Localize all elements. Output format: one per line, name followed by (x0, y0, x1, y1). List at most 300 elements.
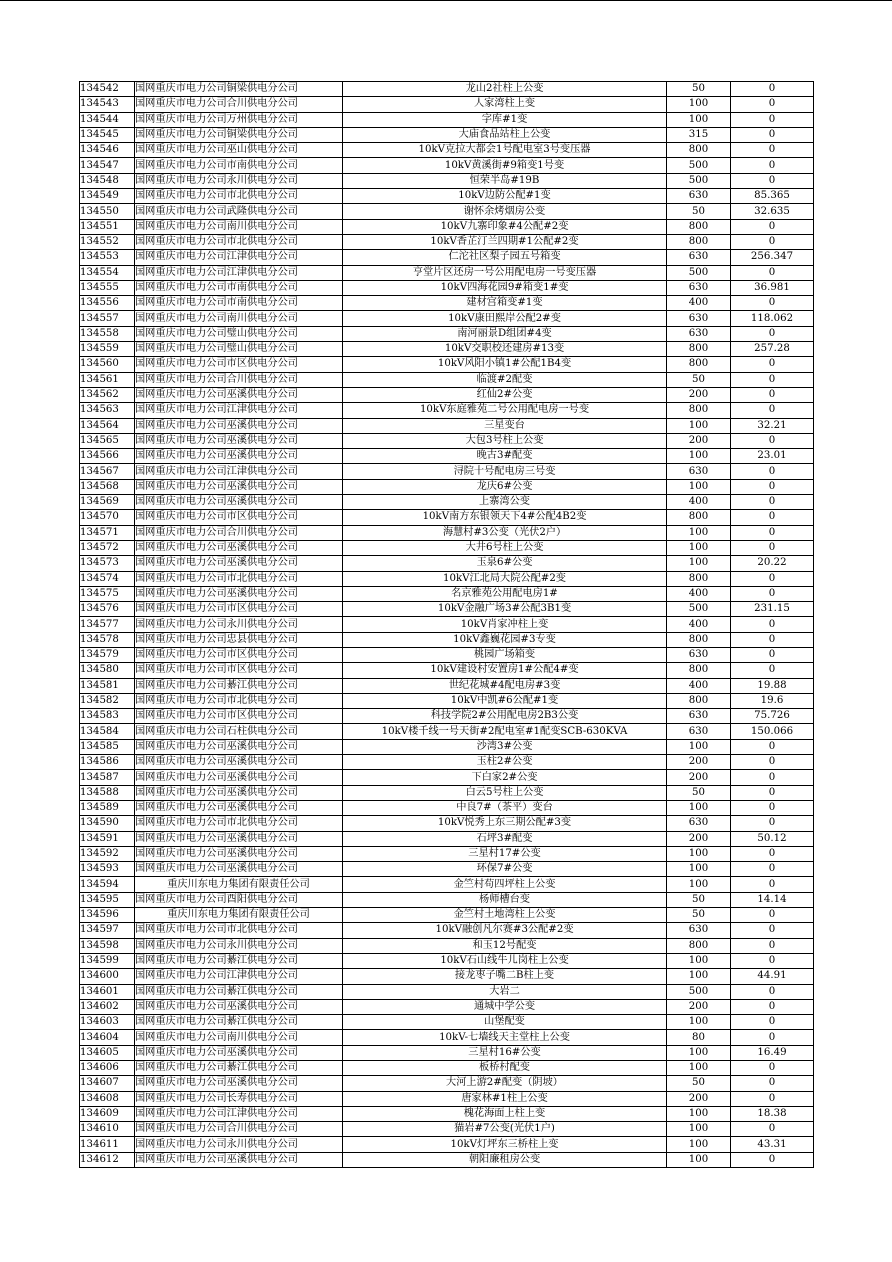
value-cell: 0 (731, 953, 814, 968)
company-cell: 国网重庆市电力公司铜梁供电分公司 (135, 82, 343, 97)
value-cell: 43.31 (731, 1137, 814, 1152)
table-row (80, 296, 814, 311)
company-cell: 国网重庆市电力公司綦江供电分公司 (135, 1015, 343, 1030)
capacity-cell: 800 (667, 143, 731, 158)
transformer-name-cell: 10kV灯坪东三桥柱上变 (343, 1137, 667, 1152)
value-cell: 0 (731, 800, 814, 815)
table-row (80, 127, 814, 142)
table-row (80, 234, 814, 249)
row-id-cell: 134593 (80, 862, 135, 877)
capacity-cell: 100 (667, 1045, 731, 1060)
capacity-cell: 400 (667, 495, 731, 510)
table-row (80, 571, 814, 586)
table-row (80, 923, 814, 938)
capacity-cell: 800 (667, 403, 731, 418)
table-row (80, 82, 814, 97)
row-id-cell: 134543 (80, 97, 135, 112)
row-id-cell: 134592 (80, 846, 135, 861)
row-id-cell: 134607 (80, 1076, 135, 1091)
capacity-cell: 50 (667, 892, 731, 907)
row-id-cell: 134604 (80, 1030, 135, 1045)
row-id-cell: 134578 (80, 632, 135, 647)
table-row (80, 525, 814, 540)
company-cell: 国网重庆市电力公司巫溪供电分公司 (135, 831, 343, 846)
capacity-cell: 800 (667, 632, 731, 647)
table-row (80, 938, 814, 953)
value-cell: 0 (731, 525, 814, 540)
transformer-name-cell: 金竺村苟四坪柱上公变 (343, 877, 667, 892)
value-cell: 44.91 (731, 969, 814, 984)
table-row (80, 1030, 814, 1045)
company-cell: 国网重庆市电力公司铜梁供电分公司 (135, 127, 343, 142)
table-row (80, 602, 814, 617)
transformer-name-cell: 槐花海面上柱上变 (343, 1106, 667, 1121)
transformer-name-cell: 朝阳廉租房公变 (343, 1152, 667, 1167)
value-cell: 32.21 (731, 418, 814, 433)
capacity-cell: 630 (667, 250, 731, 265)
value-cell: 150.066 (731, 724, 814, 739)
company-cell: 国网重庆市电力公司合川供电分公司 (135, 1122, 343, 1137)
row-id-cell: 134610 (80, 1122, 135, 1137)
table-row (80, 250, 814, 265)
value-cell: 0 (731, 387, 814, 402)
transformer-name-cell: 大岩二 (343, 984, 667, 999)
transformer-name-cell: 10kV边防公配#1变 (343, 189, 667, 204)
transformer-name-cell: 龙庆6#公变 (343, 479, 667, 494)
company-cell: 国网重庆市电力公司长寿供电分公司 (135, 1091, 343, 1106)
table-row (80, 326, 814, 341)
table-row (80, 663, 814, 678)
transformer-name-cell: 10kV江北局大院公配#2变 (343, 571, 667, 586)
transformer-name-cell: 仁沱社区梨子园五号箱变 (343, 250, 667, 265)
capacity-cell: 50 (667, 1076, 731, 1091)
company-cell: 国网重庆市电力公司綦江供电分公司 (135, 953, 343, 968)
table-row (80, 158, 814, 173)
capacity-cell: 100 (667, 1152, 731, 1167)
row-id-cell: 134560 (80, 357, 135, 372)
company-cell: 国网重庆市电力公司市区供电分公司 (135, 663, 343, 678)
company-cell: 国网重庆市电力公司巫溪供电分公司 (135, 999, 343, 1014)
value-cell: 16.49 (731, 1045, 814, 1060)
value-cell: 0 (731, 1015, 814, 1030)
company-cell: 国网重庆市电力公司江津供电分公司 (135, 1106, 343, 1121)
company-cell: 国网重庆市电力公司酉阳供电分公司 (135, 892, 343, 907)
value-cell: 0 (731, 984, 814, 999)
table-row (80, 1061, 814, 1076)
transformer-name-cell: 桃园广场箱变 (343, 647, 667, 662)
capacity-cell: 630 (667, 280, 731, 295)
company-cell: 国网重庆市电力公司市区供电分公司 (135, 510, 343, 525)
company-cell: 国网重庆市电力公司市南供电分公司 (135, 280, 343, 295)
capacity-cell: 50 (667, 785, 731, 800)
capacity-cell: 800 (667, 571, 731, 586)
table-row (80, 387, 814, 402)
value-cell: 0 (731, 1061, 814, 1076)
value-cell: 19.6 (731, 693, 814, 708)
company-cell: 国网重庆市电力公司巫溪供电分公司 (135, 418, 343, 433)
table-row (80, 418, 814, 433)
transformer-name-cell: 下白家2#公变 (343, 770, 667, 785)
value-cell: 0 (731, 479, 814, 494)
table-row (80, 739, 814, 754)
company-cell: 国网重庆市电力公司武隆供电分公司 (135, 204, 343, 219)
row-id-cell: 134611 (80, 1137, 135, 1152)
transformer-name-cell: 白云5号柱上公变 (343, 785, 667, 800)
value-cell: 0 (731, 785, 814, 800)
transformer-name-cell: 海慧村#3公变（光伏2户） (343, 525, 667, 540)
company-cell: 国网重庆市电力公司江津供电分公司 (135, 464, 343, 479)
transformer-name-cell: 和玉12号配变 (343, 938, 667, 953)
table-row (80, 755, 814, 770)
row-id-cell: 134589 (80, 800, 135, 815)
row-id-cell: 134585 (80, 739, 135, 754)
table-row (80, 1137, 814, 1152)
transformer-name-cell: 10kV建设村安置房1#公配4#变 (343, 663, 667, 678)
value-cell: 0 (731, 296, 814, 311)
company-cell: 国网重庆市电力公司巫溪供电分公司 (135, 433, 343, 448)
row-id-cell: 134608 (80, 1091, 135, 1106)
table-row (80, 189, 814, 204)
row-id-cell: 134549 (80, 189, 135, 204)
transformer-name-cell: 10kV香芷汀兰四期#1公配#2变 (343, 234, 667, 249)
capacity-cell: 630 (667, 816, 731, 831)
company-cell: 国网重庆市电力公司市区供电分公司 (135, 602, 343, 617)
table-row (80, 556, 814, 571)
capacity-cell: 100 (667, 1061, 731, 1076)
table-row (80, 372, 814, 387)
transformer-name-cell: 科技学院2#公用配电房2B3公变 (343, 709, 667, 724)
capacity-cell: 100 (667, 525, 731, 540)
transformer-name-cell: 大庙食品站柱上公变 (343, 127, 667, 142)
table-row (80, 846, 814, 861)
row-id-cell: 134602 (80, 999, 135, 1014)
capacity-cell: 400 (667, 586, 731, 601)
capacity-cell: 200 (667, 387, 731, 402)
company-cell: 国网重庆市电力公司合川供电分公司 (135, 525, 343, 540)
transformer-name-cell: 晚古3#配变 (343, 449, 667, 464)
row-id-cell: 134544 (80, 112, 135, 127)
table-row (80, 1152, 814, 1167)
value-cell: 0 (731, 326, 814, 341)
company-cell: 国网重庆市电力公司江津供电分公司 (135, 250, 343, 265)
table-row (80, 433, 814, 448)
company-cell: 重庆川东电力集团有限责任公司 (135, 908, 343, 923)
transformer-name-cell: 10kV融创凡尔赛#3公配#2变 (343, 923, 667, 938)
value-cell: 0 (731, 158, 814, 173)
row-id-cell: 134599 (80, 953, 135, 968)
row-id-cell: 134598 (80, 938, 135, 953)
value-cell: 0 (731, 173, 814, 188)
value-cell: 23.01 (731, 449, 814, 464)
company-cell: 国网重庆市电力公司市区供电分公司 (135, 357, 343, 372)
capacity-cell: 400 (667, 296, 731, 311)
table-row (80, 219, 814, 234)
table-row (80, 112, 814, 127)
table-row (80, 831, 814, 846)
company-cell: 国网重庆市电力公司市北供电分公司 (135, 693, 343, 708)
company-cell: 国网重庆市电力公司市北供电分公司 (135, 189, 343, 204)
table-row (80, 204, 814, 219)
value-cell: 0 (731, 846, 814, 861)
transformer-name-cell: 建材宫箱变#1变 (343, 296, 667, 311)
value-cell: 0 (731, 1122, 814, 1137)
value-cell: 14.14 (731, 892, 814, 907)
company-cell: 国网重庆市电力公司江津供电分公司 (135, 969, 343, 984)
table-row (80, 800, 814, 815)
company-cell: 国网重庆市电力公司巫溪供电分公司 (135, 739, 343, 754)
company-cell: 国网重庆市电力公司綦江供电分公司 (135, 678, 343, 693)
table-row (80, 540, 814, 555)
company-cell: 国网重庆市电力公司永川供电分公司 (135, 1137, 343, 1152)
company-cell: 国网重庆市电力公司巫溪供电分公司 (135, 755, 343, 770)
row-id-cell: 134565 (80, 433, 135, 448)
capacity-cell: 100 (667, 846, 731, 861)
transformer-name-cell: 石坪3#配变 (343, 831, 667, 846)
row-id-cell: 134559 (80, 342, 135, 357)
transformer-name-cell: 10kV肖家冲柱上变 (343, 617, 667, 632)
row-id-cell: 134596 (80, 908, 135, 923)
value-cell: 36.981 (731, 280, 814, 295)
company-cell: 国网重庆市电力公司璧山供电分公司 (135, 326, 343, 341)
row-id-cell: 134590 (80, 816, 135, 831)
value-cell: 0 (731, 540, 814, 555)
row-id-cell: 134576 (80, 602, 135, 617)
transformer-name-cell: 三星村17#公变 (343, 846, 667, 861)
company-cell: 国网重庆市电力公司南川供电分公司 (135, 311, 343, 326)
company-cell: 国网重庆市电力公司南川供电分公司 (135, 1030, 343, 1045)
row-id-cell: 134548 (80, 173, 135, 188)
company-cell: 国网重庆市电力公司綦江供电分公司 (135, 984, 343, 999)
row-id-cell: 134564 (80, 418, 135, 433)
company-cell: 国网重庆市电力公司巫溪供电分公司 (135, 785, 343, 800)
capacity-cell: 630 (667, 311, 731, 326)
transformer-name-cell: 10kV鑫巍花园#3专变 (343, 632, 667, 647)
row-id-cell: 134583 (80, 709, 135, 724)
value-cell: 0 (731, 357, 814, 372)
row-id-cell: 134575 (80, 586, 135, 601)
company-cell: 国网重庆市电力公司永川供电分公司 (135, 617, 343, 632)
capacity-cell: 630 (667, 189, 731, 204)
value-cell: 0 (731, 495, 814, 510)
table-row (80, 1015, 814, 1030)
transformer-name-cell: 三星变台 (343, 418, 667, 433)
row-id-cell: 134571 (80, 525, 135, 540)
value-cell: 20.22 (731, 556, 814, 571)
row-id-cell: 134594 (80, 877, 135, 892)
value-cell: 0 (731, 219, 814, 234)
table-row (80, 495, 814, 510)
company-cell: 国网重庆市电力公司巫溪供电分公司 (135, 449, 343, 464)
table-row (80, 280, 814, 295)
table-row (80, 1045, 814, 1060)
row-id-cell: 134561 (80, 372, 135, 387)
transformer-name-cell: 世纪花城#4配电房#3变 (343, 678, 667, 693)
table-row (80, 1106, 814, 1121)
row-id-cell: 134545 (80, 127, 135, 142)
table-row (80, 449, 814, 464)
value-cell: 0 (731, 862, 814, 877)
row-id-cell: 134563 (80, 403, 135, 418)
table-row (80, 999, 814, 1014)
transformer-name-cell: 金竺村土地湾柱上公变 (343, 908, 667, 923)
table-body (80, 82, 814, 1168)
transformer-name-cell: 红仙2#公变 (343, 387, 667, 402)
table-row (80, 464, 814, 479)
row-id-cell: 134581 (80, 678, 135, 693)
table-row (80, 984, 814, 999)
company-cell: 国网重庆市电力公司巫山供电分公司 (135, 143, 343, 158)
transformer-name-cell: 10kV楼千线一号天街#2配电室#1配变SCB-630KVA (343, 724, 667, 739)
transformer-name-cell: 通城中学公变 (343, 999, 667, 1014)
row-id-cell: 134584 (80, 724, 135, 739)
transformer-name-cell: 环保7#公变 (343, 862, 667, 877)
value-cell: 0 (731, 617, 814, 632)
table-row (80, 908, 814, 923)
company-cell: 国网重庆市电力公司市北供电分公司 (135, 234, 343, 249)
transformer-name-cell: 字库#1变 (343, 112, 667, 127)
value-cell: 0 (731, 1030, 814, 1045)
value-cell: 0 (731, 938, 814, 953)
row-id-cell: 134573 (80, 556, 135, 571)
company-cell: 国网重庆市电力公司合川供电分公司 (135, 97, 343, 112)
capacity-cell: 50 (667, 372, 731, 387)
table-row (80, 357, 814, 372)
transformer-data-table (79, 81, 814, 1168)
transformer-name-cell: 大包3号柱上公变 (343, 433, 667, 448)
transformer-name-cell: 杨师槽台变 (343, 892, 667, 907)
row-id-cell: 134612 (80, 1152, 135, 1167)
table-row (80, 892, 814, 907)
value-cell: 0 (731, 999, 814, 1014)
capacity-cell: 50 (667, 204, 731, 219)
value-cell: 0 (731, 1091, 814, 1106)
capacity-cell: 500 (667, 602, 731, 617)
table-row (80, 1076, 814, 1091)
transformer-name-cell: 10kV黄溪街#9箱变1号变 (343, 158, 667, 173)
company-cell: 国网重庆市电力公司巫溪供电分公司 (135, 1152, 343, 1167)
transformer-name-cell: 猫岩#7公变(光伏1户) (343, 1122, 667, 1137)
company-cell: 国网重庆市电力公司江津供电分公司 (135, 403, 343, 418)
table-row (80, 969, 814, 984)
table-row (80, 770, 814, 785)
value-cell: 0 (731, 464, 814, 479)
capacity-cell: 500 (667, 158, 731, 173)
value-cell: 118.062 (731, 311, 814, 326)
company-cell: 国网重庆市电力公司市北供电分公司 (135, 816, 343, 831)
value-cell: 0 (731, 127, 814, 142)
row-id-cell: 134601 (80, 984, 135, 999)
value-cell: 0 (731, 510, 814, 525)
capacity-cell: 100 (667, 953, 731, 968)
capacity-cell: 200 (667, 999, 731, 1014)
value-cell: 0 (731, 739, 814, 754)
transformer-name-cell: 亨堂片区还房一号公用配电房一号变压器 (343, 265, 667, 280)
table-row (80, 586, 814, 601)
capacity-cell: 200 (667, 1091, 731, 1106)
value-cell: 0 (731, 143, 814, 158)
company-cell: 国网重庆市电力公司巫溪供电分公司 (135, 556, 343, 571)
row-id-cell: 134574 (80, 571, 135, 586)
table-row (80, 617, 814, 632)
capacity-cell: 100 (667, 1122, 731, 1137)
capacity-cell: 100 (667, 97, 731, 112)
row-id-cell: 134546 (80, 143, 135, 158)
capacity-cell: 800 (667, 342, 731, 357)
table-row (80, 647, 814, 662)
transformer-name-cell: 10kV悦秀上东三期公配#3变 (343, 816, 667, 831)
capacity-cell: 100 (667, 1106, 731, 1121)
capacity-cell: 400 (667, 617, 731, 632)
capacity-cell: 100 (667, 556, 731, 571)
company-cell: 国网重庆市电力公司巫溪供电分公司 (135, 586, 343, 601)
capacity-cell: 630 (667, 709, 731, 724)
table-row (80, 693, 814, 708)
row-id-cell: 134554 (80, 265, 135, 280)
row-id-cell: 134542 (80, 82, 135, 97)
row-id-cell: 134551 (80, 219, 135, 234)
row-id-cell: 134569 (80, 495, 135, 510)
row-id-cell: 134558 (80, 326, 135, 341)
company-cell: 国网重庆市电力公司市北供电分公司 (135, 923, 343, 938)
capacity-cell: 200 (667, 831, 731, 846)
company-cell: 国网重庆市电力公司合川供电分公司 (135, 372, 343, 387)
capacity-cell: 100 (667, 479, 731, 494)
company-cell: 国网重庆市电力公司市区供电分公司 (135, 709, 343, 724)
row-id-cell: 134577 (80, 617, 135, 632)
transformer-name-cell: 10kV交职校还建房#13变 (343, 342, 667, 357)
row-id-cell: 134553 (80, 250, 135, 265)
transformer-name-cell: 山堡配变 (343, 1015, 667, 1030)
page-top-rule (0, 0, 892, 1)
table-row (80, 265, 814, 280)
row-id-cell: 134556 (80, 296, 135, 311)
capacity-cell: 800 (667, 693, 731, 708)
capacity-cell: 80 (667, 1030, 731, 1045)
table-row (80, 953, 814, 968)
capacity-cell: 315 (667, 127, 731, 142)
transformer-name-cell: 接龙枣子嘴二B柱上变 (343, 969, 667, 984)
row-id-cell: 134597 (80, 923, 135, 938)
table-row (80, 173, 814, 188)
company-cell: 国网重庆市电力公司万州供电分公司 (135, 112, 343, 127)
table-row (80, 709, 814, 724)
value-cell: 50.12 (731, 831, 814, 846)
value-cell: 0 (731, 586, 814, 601)
company-cell: 国网重庆市电力公司市南供电分公司 (135, 158, 343, 173)
transformer-name-cell: 10kV四海花园9#箱变1#变 (343, 280, 667, 295)
value-cell: 0 (731, 433, 814, 448)
transformer-name-cell: 南河丽景D组团#4变 (343, 326, 667, 341)
value-cell: 256.347 (731, 250, 814, 265)
row-id-cell: 134582 (80, 693, 135, 708)
company-cell: 国网重庆市电力公司石柱供电分公司 (135, 724, 343, 739)
company-cell: 国网重庆市电力公司巫溪供电分公司 (135, 1045, 343, 1060)
table-row (80, 862, 814, 877)
capacity-cell: 100 (667, 739, 731, 754)
value-cell: 0 (731, 265, 814, 280)
value-cell: 0 (731, 372, 814, 387)
table-row (80, 342, 814, 357)
row-id-cell: 134567 (80, 464, 135, 479)
transformer-name-cell: 唐家林#1柱上公变 (343, 1091, 667, 1106)
transformer-name-cell: 中良7#（茶平）变台 (343, 800, 667, 815)
row-id-cell: 134606 (80, 1061, 135, 1076)
table-row (80, 877, 814, 892)
transformer-name-cell: 浔院十号配电房三号变 (343, 464, 667, 479)
capacity-cell: 630 (667, 326, 731, 341)
capacity-cell: 50 (667, 908, 731, 923)
value-cell: 0 (731, 1152, 814, 1167)
